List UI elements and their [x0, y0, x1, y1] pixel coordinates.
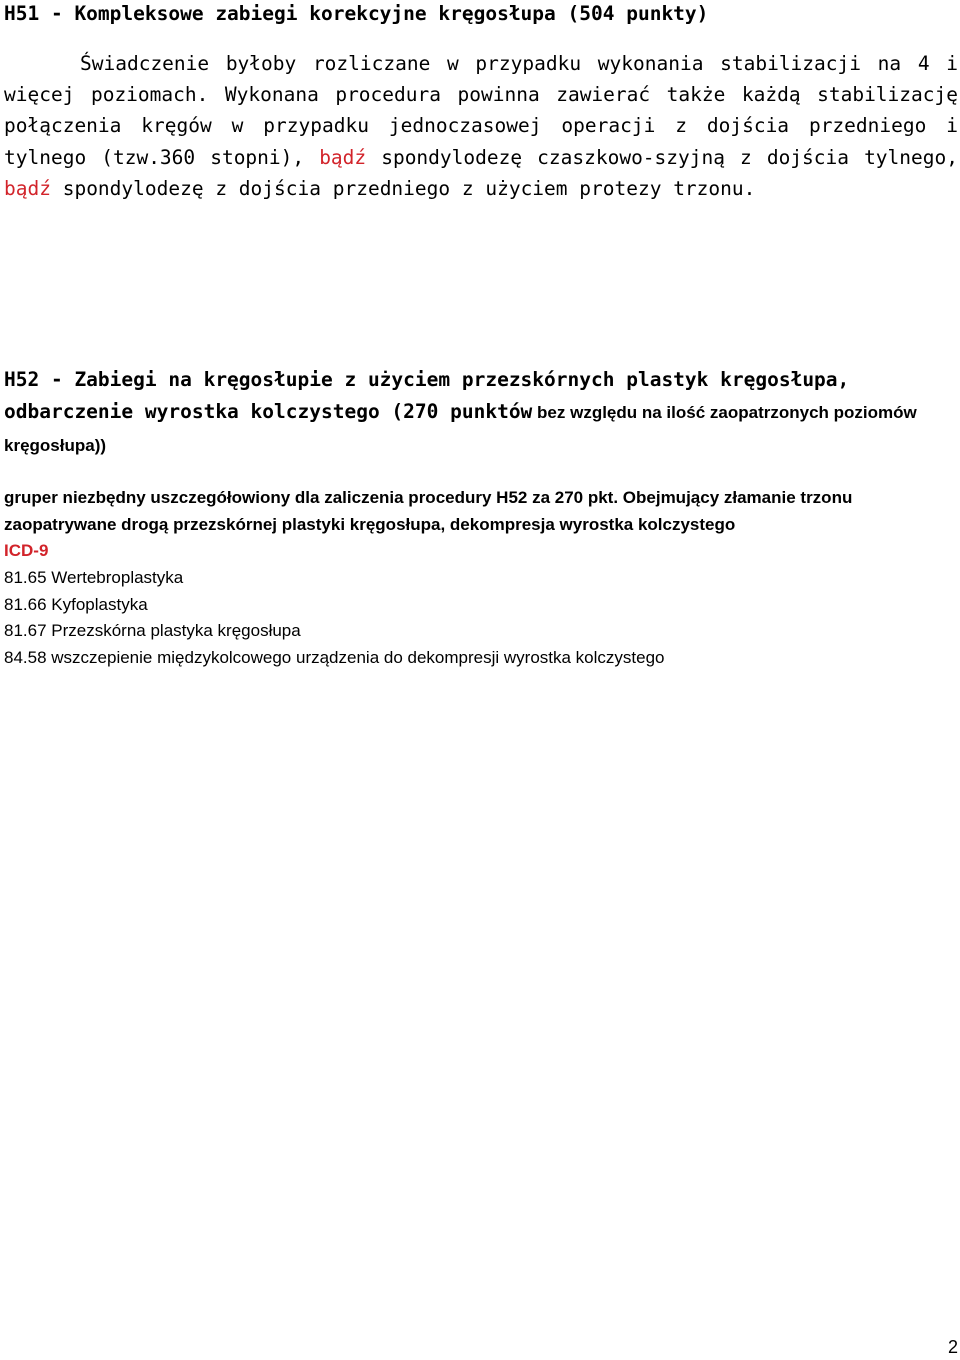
procedure-item: 81.66 Kyfoplastyka [4, 594, 148, 614]
h51-description-part3: spondylodezę z dojścia przedniego z użyciem protezy trzonu. [50, 176, 756, 200]
h52-heading-main: H52 - Zabiegi na kręgosłupie z użyciem przezskórnych plastyk kręgosłupa, odbarczenie wyrostka kolczystego (270 punktów [4, 368, 850, 423]
h51-or-highlight-1: bądź [319, 145, 367, 169]
h52-grouper-note: gruper niezbędny uszczegółowiony dla zaliczenia procedury H52 za 270 pkt. Obejmujący złamanie trzonu zaopatrywane drogą przezskórnej plastyki kręgosłupa, dekompresja wyrostka kolczystego [4, 488, 853, 534]
h52-heading-tail: bez względu na ilość zaopatrzonych poziomów kręgosłupa)) [4, 403, 917, 455]
icd9-label: ICD-9 [4, 541, 49, 560]
procedure-item: 81.65 Wertebroplastyka [4, 567, 184, 587]
h51-description-part2: spondylodezę czaszkowo-szyjną z dojścia tylnego, [366, 145, 958, 169]
h51-heading: H51 - Kompleksowe zabiegi korekcyjne kręgosłupa (504 punkty) [4, 2, 709, 25]
procedure-item: 84.58 wszczepienie międzykolcowego urządzenia do dekompresji wyrostka kolczystego [4, 648, 665, 668]
h52-heading [4, 364, 958, 462]
h51-or-highlight-2: bądź [4, 176, 51, 200]
h51-description-part1: Świadczenie byłoby rozliczane w przypadku wykonania stabilizacji na 4 i więcej poziomach. Wykonana procedura powinna zawierać także każdą stabilizację połączenia kręgów w przypadku jednoczasowej operacji z dojścia przedniego i tylnego (tzw.360 stopni), [4, 52, 958, 169]
icd9-procedure-list [4, 538, 954, 672]
procedure-item: 81.67 Przezskórna plastyka kręgosłupa [4, 621, 301, 641]
page-number: 2 [947, 1337, 958, 1357]
h51-description [4, 48, 958, 204]
